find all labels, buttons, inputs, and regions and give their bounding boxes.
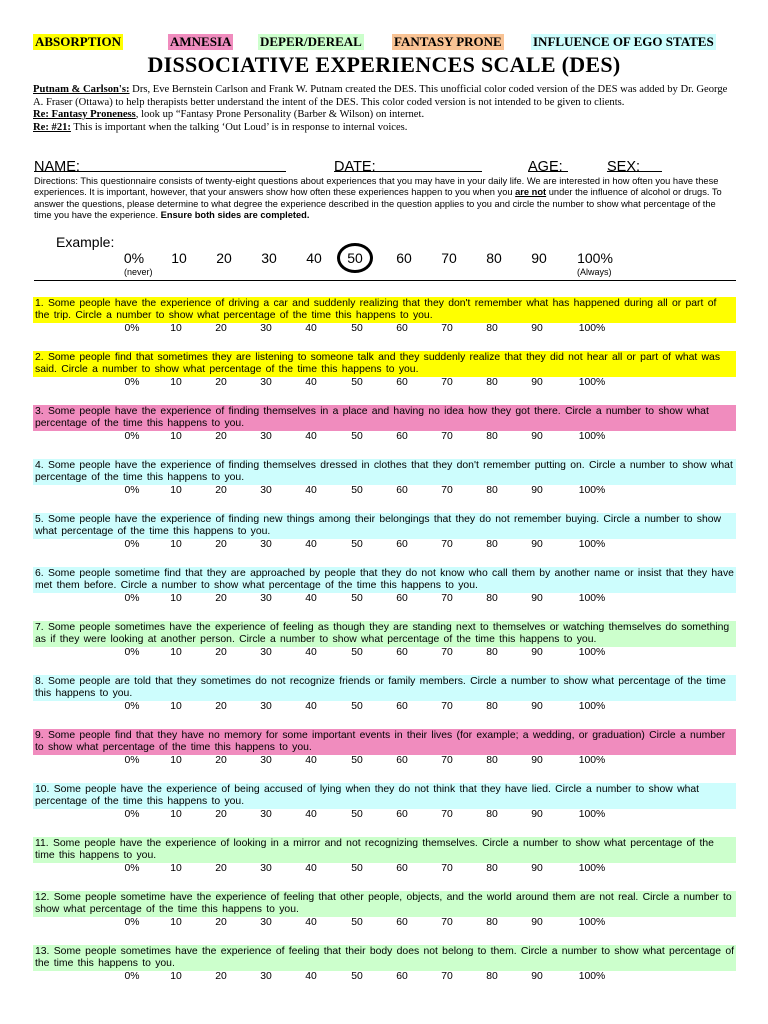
- scale-option[interactable]: 10: [170, 484, 182, 496]
- scale-option[interactable]: 60: [396, 592, 408, 604]
- example-scale-value: 0%: [123, 250, 145, 266]
- sex-label: SEX:: [607, 159, 641, 175]
- directions-text-b: under the influence of alcohol or drugs. To answer the questions, please determine to what degree the experience described in the question applies to you and circle the number to show what percentage of the time you have the experience.: [34, 187, 722, 221]
- question-item: [33, 567, 736, 607]
- scale-option[interactable]: 100%: [578, 322, 606, 334]
- question-text: 6. Some people sometime find that they are approached by people that they do not know who call them by another name or insist that they have met them before. Circle a number to show what percentage of the time this happens to you.: [33, 567, 736, 593]
- example-always-label: (Always): [577, 267, 612, 277]
- category-legend: [0, 34, 768, 50]
- question-scale: [33, 755, 736, 769]
- question-scale: [33, 377, 736, 391]
- scale-option[interactable]: 80: [486, 538, 498, 550]
- scale-option[interactable]: 30: [260, 484, 272, 496]
- scale-option[interactable]: 20: [215, 646, 227, 658]
- scale-option[interactable]: 40: [305, 916, 317, 928]
- example-scale-value: 30: [261, 250, 277, 266]
- scale-option[interactable]: 50: [351, 592, 363, 604]
- scale-option[interactable]: 80: [486, 808, 498, 820]
- scale-option[interactable]: 70: [441, 970, 453, 982]
- question-text: 3. Some people have the experience of finding themselves in a place and having no idea how they got there. Circle a number to show what percentage of the time this happens to you.: [33, 405, 736, 431]
- scale-option[interactable]: 80: [486, 376, 498, 388]
- example-scale-value: 20: [216, 250, 232, 266]
- scale-option[interactable]: 60: [396, 808, 408, 820]
- sex-field[interactable]: [607, 158, 662, 172]
- scale-option[interactable]: 30: [260, 808, 272, 820]
- intro-q21-text: This is important when the talking ‘Out Loud’ is in response to internal voices.: [70, 121, 408, 133]
- scale-option[interactable]: 70: [441, 484, 453, 496]
- scale-option[interactable]: 30: [260, 538, 272, 550]
- scale-option[interactable]: 40: [305, 484, 317, 496]
- question-scale: [33, 431, 736, 445]
- question-item: [33, 729, 736, 769]
- scale-option[interactable]: 10: [170, 754, 182, 766]
- scale-option[interactable]: 60: [396, 862, 408, 874]
- scale-option[interactable]: 90: [531, 862, 543, 874]
- scale-option[interactable]: 80: [486, 484, 498, 496]
- scale-option[interactable]: 0%: [124, 376, 140, 388]
- question-scale: [33, 809, 736, 823]
- scale-option[interactable]: 0%: [124, 700, 140, 712]
- scale-option[interactable]: 0%: [124, 592, 140, 604]
- scale-option[interactable]: 60: [396, 646, 408, 658]
- directions: [34, 176, 734, 222]
- intro-credit-text: Drs, Eve Bernstein Carlson and Frank W. Putnam created the DES. This unofficial color coded version of the DES was added by Dr. George A. Fraser (Ottawa) to help therapists better understand the intent of the DES. This color coded version is not intended to be given to clients.: [33, 84, 728, 108]
- intro-fantasy-text: , look up “Fantasy Prone Personality (Barber & Wilson) on internet.: [135, 109, 425, 121]
- scale-option[interactable]: 40: [305, 970, 317, 982]
- example-never-label: (never): [124, 267, 153, 277]
- scale-option[interactable]: 20: [215, 322, 227, 334]
- scale-option[interactable]: 40: [305, 322, 317, 334]
- scale-option[interactable]: 100%: [578, 862, 606, 874]
- question-text: 1. Some people have the experience of driving a car and suddenly realizing that they don't remember what has happened during all or part of the trip. Circle a number to show what percentage of the time this happens to you.: [33, 297, 736, 323]
- scale-option[interactable]: 20: [215, 376, 227, 388]
- scale-option[interactable]: 90: [531, 970, 543, 982]
- scale-option[interactable]: 90: [531, 538, 543, 550]
- question-item: [33, 837, 736, 877]
- scale-option[interactable]: 30: [260, 646, 272, 658]
- question-text: 4. Some people have the experience of finding themselves dressed in clothes that they don't remember putting on. Circle a number to show what percentage of the time this happens to you.: [33, 459, 736, 485]
- scale-option[interactable]: 90: [531, 754, 543, 766]
- question-item: [33, 783, 736, 823]
- name-field[interactable]: [34, 158, 286, 172]
- intro-notes: [33, 84, 733, 134]
- scale-option[interactable]: 50: [351, 808, 363, 820]
- scale-option[interactable]: 70: [441, 862, 453, 874]
- scale-option[interactable]: 90: [531, 646, 543, 658]
- question-text: 12. Some people sometime have the experience of feeling that other people, objects, and the world around them are not real. Circle a number to show what percentage of the time this happens to you.: [33, 891, 736, 917]
- scale-option[interactable]: 0%: [124, 808, 140, 820]
- question-scale: [33, 917, 736, 931]
- intro-credit: [33, 84, 733, 109]
- question-scale: [33, 971, 736, 985]
- scale-option[interactable]: 100%: [578, 484, 606, 496]
- example-scale-value: 10: [171, 250, 187, 266]
- example-circle-mark: [337, 243, 373, 273]
- scale-option[interactable]: 60: [396, 484, 408, 496]
- scale-option[interactable]: 60: [396, 700, 408, 712]
- scale-option[interactable]: 80: [486, 862, 498, 874]
- question-item: [33, 297, 736, 337]
- scale-option[interactable]: 0%: [124, 862, 140, 874]
- scale-option[interactable]: 90: [531, 700, 543, 712]
- scale-option[interactable]: 50: [351, 970, 363, 982]
- scale-option[interactable]: 40: [305, 592, 317, 604]
- scale-option[interactable]: 30: [260, 376, 272, 388]
- example-scale-value: 70: [441, 250, 457, 266]
- scale-option[interactable]: 20: [215, 916, 227, 928]
- scale-option[interactable]: 50: [351, 700, 363, 712]
- question-text: 7. Some people sometimes have the experience of feeling as though they are standing next to themselves or watching themselves do something as if they were looking at another person. Circle a number to show what percentage of the time this happens to you.: [33, 621, 736, 647]
- example-scale-value: 40: [306, 250, 322, 266]
- scale-option[interactable]: 100%: [578, 916, 606, 928]
- scale-option[interactable]: 10: [170, 970, 182, 982]
- intro-fantasy-note: [33, 109, 733, 122]
- page-title: DISSOCIATIVE EXPERIENCES SCALE (DES): [147, 52, 621, 77]
- scale-option[interactable]: 100%: [578, 754, 606, 766]
- scale-option[interactable]: 40: [305, 430, 317, 442]
- scale-option[interactable]: 100%: [578, 646, 606, 658]
- scale-option[interactable]: 50: [351, 646, 363, 658]
- legend-absorption: ABSORPTION: [35, 34, 121, 49]
- scale-option[interactable]: 30: [260, 862, 272, 874]
- scale-option[interactable]: 40: [305, 754, 317, 766]
- example-scale-value: 60: [396, 250, 412, 266]
- legend-amnesia: AMNESIA: [170, 34, 232, 49]
- scale-option[interactable]: 40: [305, 808, 317, 820]
- scale-option[interactable]: 100%: [578, 376, 606, 388]
- scale-option[interactable]: 60: [396, 754, 408, 766]
- question-item: [33, 621, 736, 661]
- scale-option[interactable]: 0%: [124, 538, 140, 550]
- scale-option[interactable]: 0%: [124, 916, 140, 928]
- scale-option[interactable]: 30: [260, 592, 272, 604]
- question-scale: [33, 593, 736, 607]
- directions-emphasis: are not: [515, 187, 547, 198]
- scale-option[interactable]: 10: [170, 862, 182, 874]
- scale-option[interactable]: 50: [351, 430, 363, 442]
- question-item: [33, 945, 736, 985]
- scale-option[interactable]: 100%: [578, 700, 606, 712]
- scale-option[interactable]: 50: [351, 538, 363, 550]
- scale-option[interactable]: 100%: [578, 970, 606, 982]
- scale-option[interactable]: 30: [260, 322, 272, 334]
- question-item: [33, 513, 736, 553]
- scale-option[interactable]: 70: [441, 376, 453, 388]
- question-text: 10. Some people have the experience of being accused of lying when they do not think that they have lied. Circle a number to show what percentage of the time this happens to you.: [33, 783, 736, 809]
- question-scale: [33, 647, 736, 661]
- question-item: [33, 675, 736, 715]
- scale-option[interactable]: 80: [486, 916, 498, 928]
- scale-option[interactable]: 10: [170, 646, 182, 658]
- scale-option[interactable]: 70: [441, 808, 453, 820]
- scale-option[interactable]: 90: [531, 808, 543, 820]
- scale-option[interactable]: 50: [351, 862, 363, 874]
- scale-option[interactable]: 40: [305, 862, 317, 874]
- scale-option[interactable]: 70: [441, 646, 453, 658]
- question-text: 5. Some people have the experience of finding new things among their belongings that they do not remember buying. Circle a number to show what percentage of the time this happens to you.: [33, 513, 736, 539]
- scale-option[interactable]: 40: [305, 376, 317, 388]
- scale-option[interactable]: 0%: [124, 322, 140, 334]
- scale-option[interactable]: 20: [215, 700, 227, 712]
- example-scale-value-circled: 50: [347, 250, 363, 266]
- scale-option[interactable]: 70: [441, 700, 453, 712]
- question-item: [33, 459, 736, 499]
- scale-option[interactable]: 10: [170, 700, 182, 712]
- scale-option[interactable]: 60: [396, 322, 408, 334]
- scale-option[interactable]: 80: [486, 754, 498, 766]
- scale-option[interactable]: 100%: [578, 808, 606, 820]
- scale-option[interactable]: 60: [396, 538, 408, 550]
- scale-option[interactable]: 60: [396, 916, 408, 928]
- example-scale-value: 100%: [577, 250, 613, 266]
- scale-option[interactable]: 70: [441, 754, 453, 766]
- question-scale: [33, 539, 736, 553]
- intro-q21-note: [33, 122, 733, 135]
- scale-option[interactable]: 50: [351, 754, 363, 766]
- scale-option[interactable]: 90: [531, 322, 543, 334]
- scale-option[interactable]: 0%: [124, 646, 140, 658]
- scale-option[interactable]: 80: [486, 646, 498, 658]
- scale-option[interactable]: 20: [215, 862, 227, 874]
- scale-option[interactable]: 40: [305, 538, 317, 550]
- date-label: DATE:: [334, 159, 376, 175]
- scale-option[interactable]: 80: [486, 970, 498, 982]
- question-text: 11. Some people have the experience of looking in a mirror and not recognizing themselves. Circle a number to show what percentage of the time this happens to you.: [33, 837, 736, 863]
- scale-option[interactable]: 50: [351, 322, 363, 334]
- scale-option[interactable]: 100%: [578, 538, 606, 550]
- scale-option[interactable]: 50: [351, 916, 363, 928]
- scale-option[interactable]: 30: [260, 754, 272, 766]
- scale-option[interactable]: 40: [305, 646, 317, 658]
- scale-option[interactable]: 70: [441, 916, 453, 928]
- scale-option[interactable]: 30: [260, 916, 272, 928]
- age-field[interactable]: [528, 158, 568, 172]
- question-item: [33, 405, 736, 445]
- question-item: [33, 891, 736, 931]
- example-label: Example:: [56, 234, 115, 250]
- scale-option[interactable]: 20: [215, 430, 227, 442]
- scale-option[interactable]: 60: [396, 970, 408, 982]
- scale-option[interactable]: 50: [351, 376, 363, 388]
- scale-option[interactable]: 10: [170, 430, 182, 442]
- question-text: 8. Some people are told that they sometimes do not recognize friends or family members. Circle a number to show what percentage of the time this happens to you.: [33, 675, 736, 701]
- example-scale: [34, 232, 736, 281]
- scale-option[interactable]: 20: [215, 592, 227, 604]
- scale-option[interactable]: 80: [486, 430, 498, 442]
- scale-option[interactable]: 10: [170, 916, 182, 928]
- scale-option[interactable]: 60: [396, 430, 408, 442]
- scale-option[interactable]: 80: [486, 322, 498, 334]
- scale-option[interactable]: 0%: [124, 970, 140, 982]
- question-item: [33, 351, 736, 391]
- scale-option[interactable]: 20: [215, 484, 227, 496]
- scale-option[interactable]: 20: [215, 808, 227, 820]
- scale-option[interactable]: 90: [531, 484, 543, 496]
- scale-option[interactable]: 70: [441, 322, 453, 334]
- question-text: 2. Some people find that sometimes they are listening to someone talk and they suddenly realize that they did not hear all or part of what was said. Circle a number to show what percentage of the time this happens to you.: [33, 351, 736, 377]
- scale-option[interactable]: 10: [170, 322, 182, 334]
- scale-option[interactable]: 80: [486, 592, 498, 604]
- scale-option[interactable]: 10: [170, 592, 182, 604]
- scale-option[interactable]: 10: [170, 808, 182, 820]
- legend-influence-ego-states: INFLUENCE OF EGO STATES: [533, 34, 714, 49]
- scale-option[interactable]: 70: [441, 430, 453, 442]
- scale-option[interactable]: 50: [351, 484, 363, 496]
- scale-option[interactable]: 30: [260, 970, 272, 982]
- question-scale: [33, 485, 736, 499]
- legend-deper-dereal: DEPER/DEREAL: [260, 34, 362, 49]
- name-label: NAME:: [34, 159, 80, 175]
- question-scale: [33, 863, 736, 877]
- scale-option[interactable]: 20: [215, 754, 227, 766]
- age-label: AGE:: [528, 159, 563, 175]
- scale-option[interactable]: 100%: [578, 592, 606, 604]
- example-scale-value: 90: [531, 250, 547, 266]
- legend-fantasy-prone: FANTASY PRONE: [394, 34, 502, 49]
- scale-option[interactable]: 80: [486, 700, 498, 712]
- question-scale: [33, 701, 736, 715]
- scale-option[interactable]: 10: [170, 376, 182, 388]
- scale-option[interactable]: 0%: [124, 754, 140, 766]
- intro-fantasy-label: Re: Fantasy Proneness: [33, 109, 136, 121]
- scale-option[interactable]: 30: [260, 430, 272, 442]
- scale-option[interactable]: 20: [215, 970, 227, 982]
- scale-option[interactable]: 90: [531, 592, 543, 604]
- scale-option[interactable]: 30: [260, 700, 272, 712]
- directions-bold-note: Ensure both sides are completed.: [160, 210, 310, 221]
- scale-option[interactable]: 20: [215, 538, 227, 550]
- example-scale-value: 80: [486, 250, 502, 266]
- question-scale: [33, 323, 736, 337]
- scale-option[interactable]: 40: [305, 700, 317, 712]
- scale-option[interactable]: 70: [441, 592, 453, 604]
- scale-option[interactable]: 0%: [124, 430, 140, 442]
- scale-option[interactable]: 90: [531, 916, 543, 928]
- scale-option[interactable]: 10: [170, 538, 182, 550]
- scale-option[interactable]: 70: [441, 538, 453, 550]
- intro-q21-label: Re: #21:: [33, 121, 71, 133]
- scale-option[interactable]: 90: [531, 430, 543, 442]
- scale-option[interactable]: 60: [396, 376, 408, 388]
- question-text: 9. Some people find that they have no memory for some important events in their lives (for example; a wedding, or graduation) Circle a number to show what percentage of the time this happens to you.: [33, 729, 736, 755]
- intro-credit-label: Putnam & Carlson's:: [33, 84, 130, 95]
- scale-option[interactable]: 0%: [124, 484, 140, 496]
- scale-option[interactable]: 100%: [578, 430, 606, 442]
- scale-option[interactable]: 90: [531, 376, 543, 388]
- date-field[interactable]: [334, 158, 482, 172]
- question-text: 13. Some people sometimes have the experience of feeling that their body does not belong to them. Circle a number to show what percentage of the time this happens to you.: [35, 946, 735, 970]
- respondent-info-row: [34, 158, 734, 176]
- directions-text-a: Directions: This questionnaire consists of twenty-eight questions about experiences that you may have in your daily life. We are interested in how often you have these experiences. It is important, however, that your answers show how often these experiences happen to you when you: [34, 176, 719, 198]
